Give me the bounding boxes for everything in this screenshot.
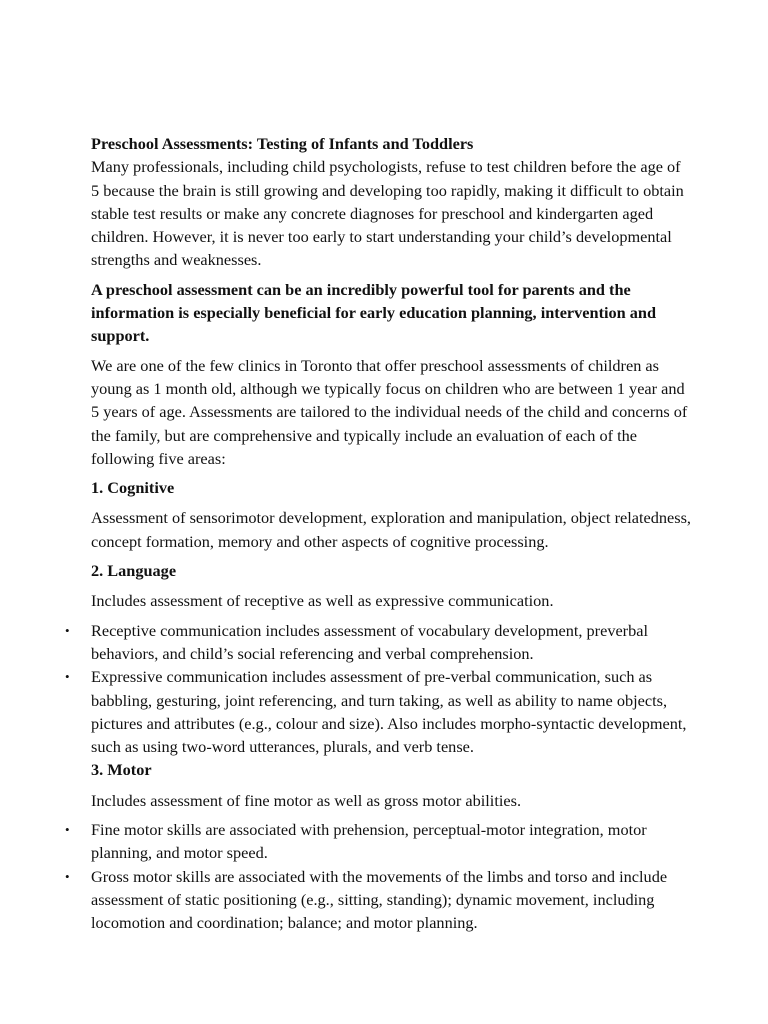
highlight-paragraph: A preschool assessment can be an incredibly powerful tool for parents and the information is especially beneficial for early education planning, intervention and support. — [91, 279, 657, 346]
section-heading: 2. Language — [91, 561, 177, 581]
bullet-list — [65, 818, 691, 934]
section-heading: 1. Cognitive — [91, 478, 175, 498]
list-item-text: Expressive communication includes assessment of pre-verbal communication, such as babbling, gesturing, joint referencing, and turn taking, as well as ability to name objects, pictures and attributes (e.g., colour and size). Also includes morpho-syntactic development, such as using two-word utterances, plurals, and verb tense. — [91, 667, 687, 757]
document-page — [65, 132, 692, 935]
list-item — [65, 865, 691, 935]
section-language — [65, 559, 691, 758]
section-text: Includes assessment of receptive as well as expressive communication. — [91, 591, 554, 611]
section-cognitive — [91, 476, 691, 553]
bullet-icon: • — [65, 622, 70, 638]
list-item-text: Receptive communication includes assessment of vocabulary development, preverbal behaviors, and child’s social referencing and verbal comprehension. — [91, 620, 648, 663]
clinic-paragraph: We are one of the few clinics in Toronto that offer preschool assessments of children as young as 1 month old, although we typically focus on children who are between 1 year and 5 years of age. Assessments are tailored to the individual needs of the child and concerns of the family, but are comprehensive and typically include an evaluation of each of the following five areas: — [91, 355, 688, 468]
intro-paragraph: Many professionals, including child psychologists, refuse to test children before the age of 5 because the brain is still growing and developing too rapidly, making it difficult to obtain stable test results or make any concrete diagnoses for preschool and kindergarten aged children. However, it is never too early to start understanding your child’s developmental strengths and weaknesses. — [91, 157, 684, 270]
list-item-text: Gross motor skills are associated with the movements of the limbs and torso and include assessment of static positioning (e.g., sitting, standing); dynamic movement, including locomotion and coordination; balance; and motor planning. — [91, 866, 668, 933]
section-text: Assessment of sensorimotor development, exploration and manipulation, object relatedness, concept formation, memory and other aspects of cognitive processing. — [91, 508, 692, 551]
section-motor — [65, 758, 691, 934]
list-item — [65, 665, 691, 758]
section-text: Includes assessment of fine motor as well as gross motor abilities. — [91, 790, 522, 810]
list-item — [65, 619, 691, 666]
section-heading: 3. Motor — [91, 760, 152, 780]
bullet-icon: • — [65, 822, 70, 838]
bullet-list — [65, 619, 691, 759]
list-item-text: Fine motor skills are associated with prehension, perceptual-motor integration, motor planning, and motor speed. — [91, 820, 647, 863]
bullet-icon: • — [65, 868, 70, 884]
bullet-icon: • — [65, 669, 70, 685]
list-item — [65, 818, 691, 865]
document-title: Preschool Assessments: Testing of Infants and Toddlers — [91, 134, 474, 153]
